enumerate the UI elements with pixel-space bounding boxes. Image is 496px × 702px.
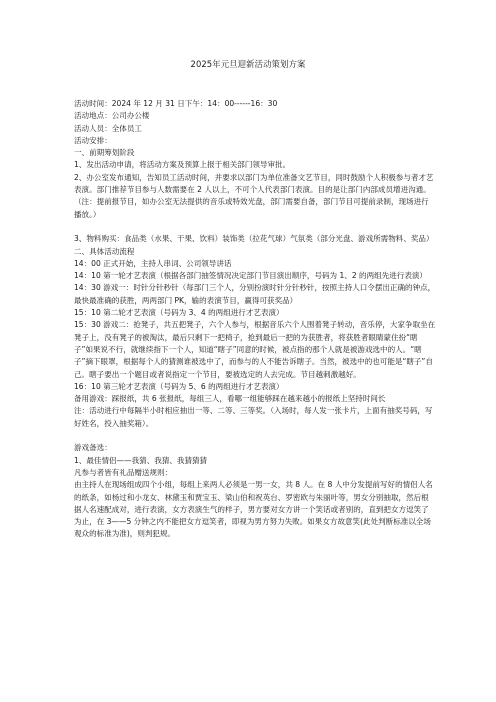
preparation-item-3: 3、物料购买：食品类（水果、干果、饮料）装饰类（拉花气球）气氛类（部分光盘、游戏所需物料、奖品） (74, 234, 434, 244)
process-item: 备用游戏：踩报纸，共 6 张报纸，每组三人，看哪一组能够踩在越来越小的报纸上坚持时间长 (74, 394, 386, 404)
document-title: 2025年元旦迎新活动策划方案 (190, 59, 306, 69)
preparation-item-1: 1、发出活动申请，将活动方案及预算上报于相关部门领导审批。 (74, 160, 291, 170)
spacer (74, 430, 436, 442)
section-heading-preparation: 一、前期筹划阶段 (74, 148, 135, 158)
backup-game-title: 1、最佳情侣——我猜、我猜、我猜猜猜 (74, 455, 208, 465)
activity-participants: 活动人员：全体员工 (74, 123, 142, 133)
backup-game-rule-heading: 凡参与者皆有礼品赠送规则： (74, 467, 173, 477)
document-body (74, 98, 436, 541)
process-item: 15：10 第二轮才艺表演（号码为 3、4 的两组进行才艺表演） (74, 308, 284, 318)
activity-location: 活动地点：公司办公楼 (74, 111, 150, 121)
spacer (74, 221, 436, 233)
process-item: 14：00 正式开始，主持人串词、公司领导讲话 (74, 258, 232, 268)
section-heading-process: 二、具体活动流程 (74, 246, 135, 256)
activity-time: 活动时间：2024 年 12 月 31 日下午：14：00------16：30 (74, 99, 278, 108)
activity-arrangement-label: 活动安排： (74, 135, 112, 145)
preparation-item-2: 2、办公室发布通知，告知员工活动时间，并要求以部门为单位准备文艺节目，同时鼓励个人积极参与者才艺表演。部门推荐节目参与人数需要在 2 人以上，不可个人代表部门表演。目的是让部门内部成员增进沟通。（注：提前报节目，如办公室无法提供的音乐或特效光盘，部门需要自备，部门节目可提前录制，现场进行播放。） (74, 172, 434, 219)
process-item: 15：30 游戏二：抢凳子，共五把凳子，六个人参与，根据音乐六个人围着凳子转动，音乐停，大家争取坐在凳子上，没有凳子的被淘汰，最后只剩下一把椅子，抢到最后一把的为获胜者，将获胜者眼睛蒙住扮“瞎子”如果说不行，就继续指下一个人，知道“瞎子”同意的时候，被点指的那个人就是被游戏选中的人。“瞎子”摘下眼罩，根据每个人的猜测谁被选中了，而参与的人不能告诉瞎子。当然，被选中的也可能是“瞎子”自己。瞎子要出一个题目或者说指定一个节目，要被选定的人去完成。节目越刺激越好。 (74, 320, 436, 379)
process-item: 14：10 第一轮才艺表演（根据各部门抽签情况决定部门节目演出顺序，号码为 1、2 的两组先进行表演） (74, 271, 427, 281)
backup-games-heading: 游戏备选： (74, 443, 112, 453)
backup-game-body: 由主持人在现场组成四个小组，每组上来两人必须是一男一女，共 8 人。在 8 人中分发提前写好的情侣人名的纸条，如杨过和小龙女、林黛玉和贾宝玉、梁山伯和祝英台、罗密欧与朱丽叶等，男女分别抽取，然后根据人名速配成对，进行表演，女方表演生气的样子，男方要对女方讲一个笑话或者别的，直到把女方逗笑了为止，在 3——5 分钟之内不能把女方逗笑者，即视为男方努力失败。如果女方故意笑(此处判断标准以全场观众的标准为准)，则判犯规。 (74, 480, 433, 539)
process-item: 注：活动进行中每隔半小时相应抽出一等、二等、三等奖。（入场时，每人发一张卡片，上面有抽奖号码，写好姓名，投入抽奖箱）。 (74, 406, 433, 428)
process-item: 14：30 游戏一：时针分针秒针（每部门三个人，分别扮演时针分针秒针，按照主持人口令摆出正确的钟点，最快最准确的获胜，两两部门 PK，输的表演节目，赢得可获奖品） (74, 283, 436, 305)
process-item: 16：10 第三轮才艺表演（号码为 5、6 的两组进行才艺表演） (74, 381, 284, 391)
